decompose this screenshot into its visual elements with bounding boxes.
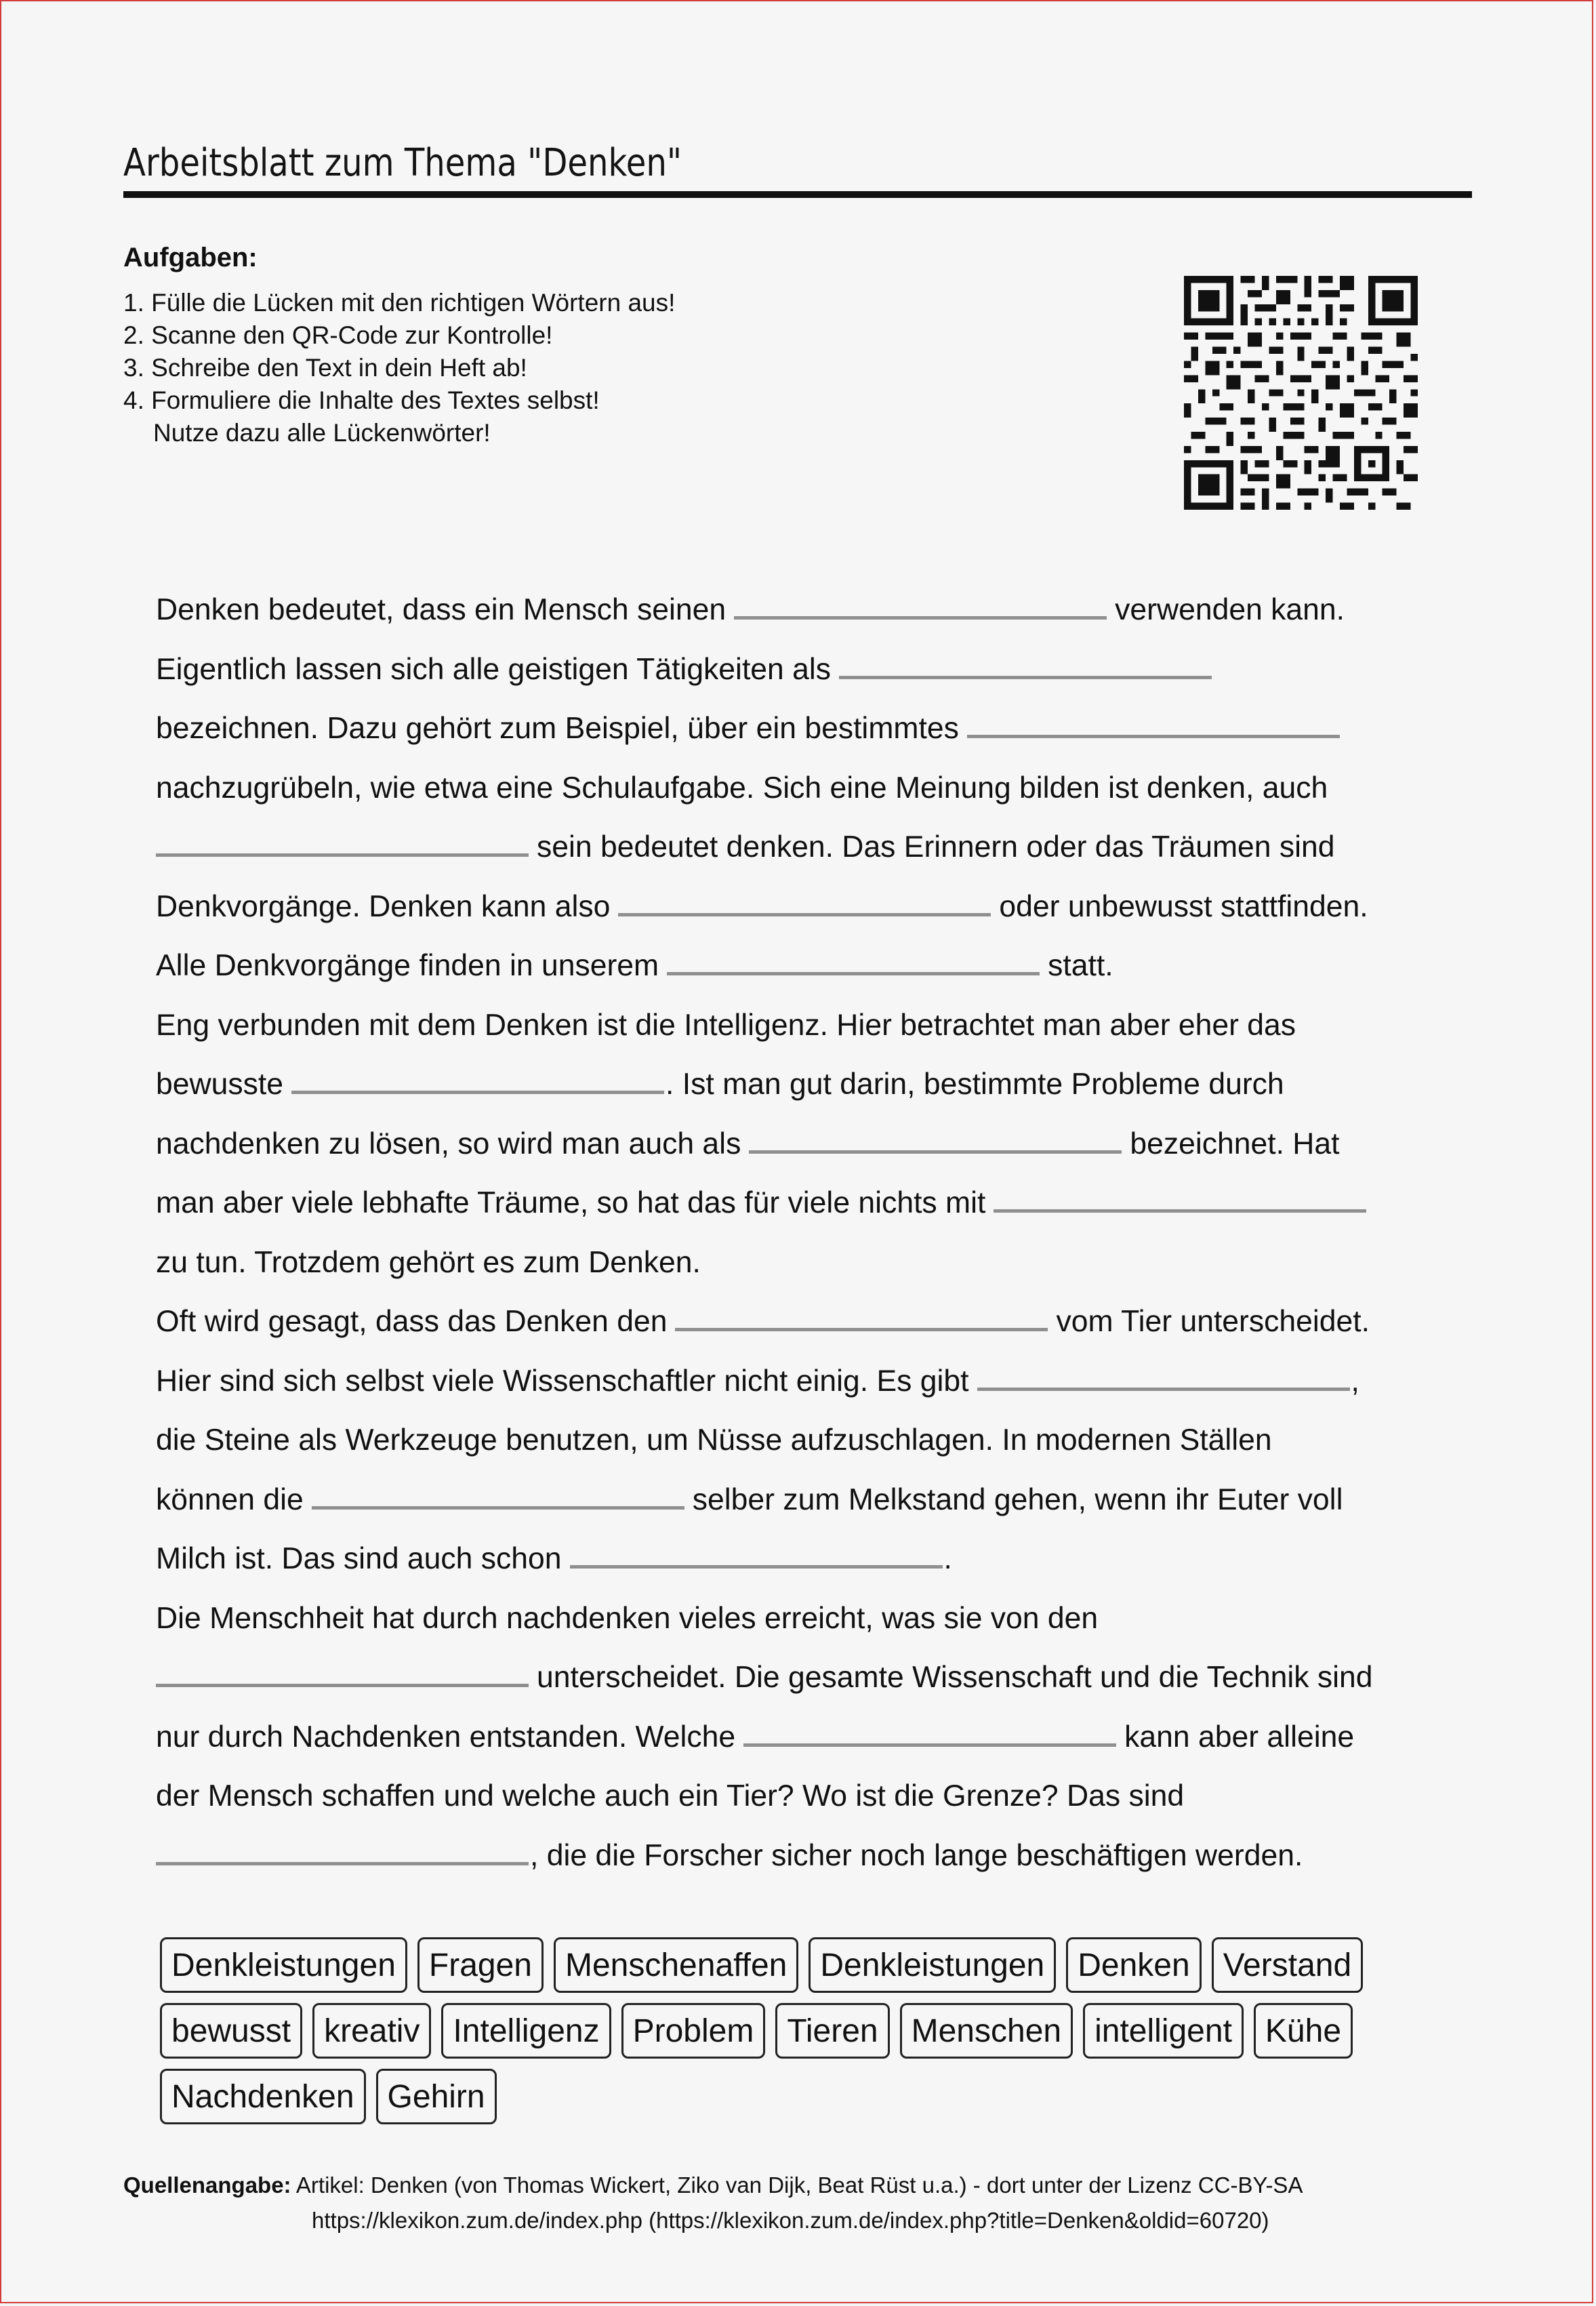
- text-line: bezeichnen. Dazu gehört zum Beispiel, über ein bestimmtes: [156, 699, 1464, 758]
- task-item: 4. Formuliere die Inhalte des Textes selbst!: [123, 386, 600, 414]
- gap-input[interactable]: [977, 1364, 1350, 1391]
- text-line: Denken bedeutet, dass ein Mensch seinen verwenden kann.: [156, 593, 1345, 626]
- gap-input[interactable]: [749, 1127, 1122, 1154]
- cloze-text: [156, 580, 1464, 1885]
- gap-input[interactable]: [291, 1067, 664, 1094]
- word-chip[interactable]: Problem: [621, 2003, 766, 2059]
- gap-input[interactable]: [675, 1304, 1048, 1331]
- word-chip[interactable]: Intelligenz: [441, 2003, 611, 2059]
- text-line: Denkvorgänge. Denken kann also oder unbewusst stattfinden.: [156, 889, 1368, 923]
- text-line: können die selber zum Melkstand gehen, wenn ihr Euter voll: [156, 1482, 1343, 1516]
- page-title: Arbeitsblatt zum Thema "Denken": [123, 141, 682, 185]
- word-chip[interactable]: Denken: [1066, 1937, 1201, 1993]
- source-text: Artikel: Denken (von Thomas Wickert, Ziko van Dijk, Beat Rüst u.a.) - dort unter der Lizenz CC-BY-SA: [291, 2172, 1303, 2198]
- word-chip[interactable]: Verstand: [1212, 1937, 1363, 1993]
- text-line: unterscheidet. Die gesamte Wissenschaft und die Technik sind: [156, 1648, 1464, 1707]
- text-line: Eigentlich lassen sich alle geistigen Tätigkeiten als: [156, 640, 1464, 700]
- source-label: Quellenangabe:: [123, 2172, 291, 2198]
- gap-input[interactable]: [312, 1482, 684, 1510]
- task-item: 1. Fülle die Lücken mit den richtigen Wörtern aus!: [123, 289, 676, 317]
- gap-input[interactable]: [156, 1660, 529, 1687]
- gap-input[interactable]: [156, 1838, 529, 1865]
- gap-input[interactable]: [734, 592, 1107, 620]
- text-line: Eng verbunden mit dem Denken ist die Intelligenz. Hier betrachtet man aber eher das: [156, 1008, 1296, 1042]
- title-underline: [123, 191, 1472, 198]
- gap-input[interactable]: [667, 948, 1040, 975]
- text-line: nachdenken zu lösen, so wird man auch als bezeichnet. Hat: [156, 1127, 1340, 1160]
- source-link[interactable]: https://klexikon.zum.de/index.php (https://klexikon.zum.de/index.php?title=Denken&oldid=60720): [312, 2208, 1269, 2233]
- word-chip[interactable]: Menschen: [900, 2003, 1073, 2059]
- gap-input[interactable]: [618, 889, 991, 916]
- text-line: man aber viele lebhafte Träume, so hat das für viele nichts mit: [156, 1173, 1464, 1233]
- task-items: [123, 287, 1140, 417]
- word-chip[interactable]: Denkleistungen: [160, 1937, 407, 1993]
- text-line: bewusste . Ist man gut darin, bestimmte Probleme durch: [156, 1068, 1284, 1101]
- gap-input[interactable]: [994, 1186, 1366, 1213]
- word-chip[interactable]: Tieren: [775, 2003, 889, 2059]
- text-line: sein bedeutet denken. Das Erinnern oder das Träumen sind: [156, 817, 1464, 877]
- source-attribution: [123, 2168, 1513, 2238]
- word-bank: [160, 1937, 1448, 2124]
- word-chip[interactable]: Gehirn: [376, 2069, 497, 2124]
- text-line: Die Menschheit hat durch nachdenken vieles erreicht, was sie von den: [156, 1601, 1099, 1635]
- word-chip[interactable]: Fragen: [417, 1937, 544, 1993]
- word-chip[interactable]: Menschenaffen: [554, 1937, 798, 1993]
- gap-input[interactable]: [743, 1720, 1116, 1747]
- task-item: 3. Schreibe den Text in dein Heft ab!: [123, 354, 527, 382]
- text-line: Alle Denkvorgänge finden in unserem statt.: [156, 949, 1113, 982]
- word-chip[interactable]: Nachdenken: [160, 2069, 366, 2124]
- task-list: [123, 243, 1140, 449]
- task-item: 2. Scanne den QR-Code zur Kontrolle!: [123, 321, 553, 349]
- text-line: , die die Forscher sicher noch lange beschäftigen werden.: [156, 1826, 1464, 1886]
- gap-input[interactable]: [839, 652, 1212, 679]
- qr-code-icon[interactable]: [1184, 272, 1418, 513]
- text-line: Oft wird gesagt, dass das Denken den vom Tier unterscheidet.: [156, 1305, 1370, 1338]
- word-chip[interactable]: Kühe: [1254, 2003, 1353, 2059]
- word-chip[interactable]: bewusst: [160, 2003, 302, 2059]
- task-heading: Aufgaben:: [123, 243, 258, 272]
- text-line: zu tun. Trotzdem gehört es zum Denken.: [156, 1245, 701, 1279]
- word-chip[interactable]: intelligent: [1083, 2003, 1244, 2059]
- word-chip[interactable]: kreativ: [312, 2003, 431, 2059]
- gap-input[interactable]: [156, 830, 529, 857]
- text-line: Hier sind sich selbst viele Wissenschaftler nicht einig. Es gibt ,: [156, 1364, 1359, 1398]
- text-line: die Steine als Werkzeuge benutzen, um Nüsse aufzuschlagen. In modernen Ställen: [156, 1423, 1272, 1457]
- word-chip[interactable]: Denkleistungen: [809, 1937, 1056, 1993]
- text-line: Milch ist. Das sind auch schon .: [156, 1542, 952, 1575]
- text-line: nur durch Nachdenken entstanden. Welche kann aber alleine: [156, 1720, 1355, 1754]
- text-line: nachzugrübeln, wie etwa eine Schulaufgabe. Sich eine Meinung bilden ist denken, auch: [156, 771, 1328, 805]
- gap-input[interactable]: [967, 711, 1340, 738]
- task-item-continuation: Nutze dazu alle Lückenwörter!: [153, 419, 491, 447]
- text-line: der Mensch schaffen und welche auch ein Tier? Wo ist die Grenze? Das sind: [156, 1779, 1185, 1813]
- gap-input[interactable]: [570, 1541, 943, 1569]
